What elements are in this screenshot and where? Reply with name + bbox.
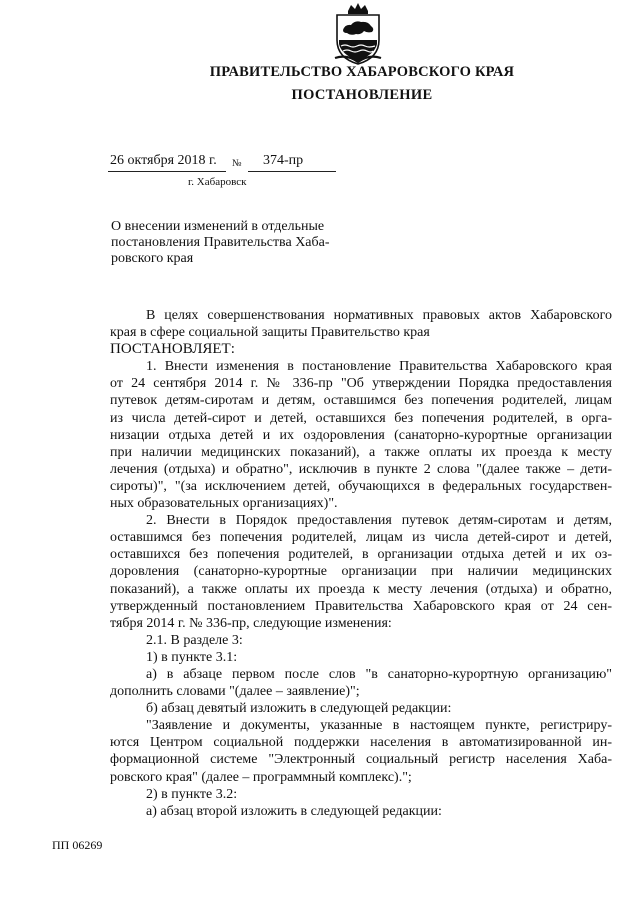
- body-line: утвержденный постановлением Правительства Хабаровского края от 24 сен-: [110, 598, 612, 614]
- body-line: тября 2014 г. № 336-пр, следующие изменения:: [110, 615, 392, 631]
- body-line: от 24 сентября 2014 г. № 336-пр "Об утверждении Порядка предоставления: [110, 376, 612, 392]
- body-line: 2.1. В разделе 3:: [146, 632, 243, 648]
- body-line: низации отдыха детей и их оздоровления (санаторно-курортные организации: [110, 427, 612, 443]
- body-line: "Заявление и документы, указанные в настоящем пункте, регистриру-: [146, 718, 612, 734]
- registry-code: ПП 06269: [52, 838, 103, 852]
- date-underline: [108, 171, 226, 172]
- body-line: В целях совершенствования нормативных правовых актов Хабаровского: [146, 308, 612, 323]
- subject-line: постановления Правительства Хаба-: [111, 235, 330, 250]
- body-line: путевок детям-сиротам и детям, оставшимся без попечения родителей, лицам: [110, 393, 612, 409]
- organization-title: ПРАВИТЕЛЬСТВО ХАБАРОВСКОГО КРАЯ: [209, 64, 515, 80]
- document-type: ПОСТАНОВЛЕНИЕ: [291, 87, 433, 103]
- body-line: 1) в пункте 3.1:: [146, 649, 238, 665]
- body-line: оставшихся без попечения родителей, в организации отдыха детей и их оз-: [110, 547, 612, 563]
- coat-of-arms-icon: [331, 2, 385, 66]
- document-number: 374-пр: [263, 153, 304, 168]
- body-line: 2) в пункте 3.2:: [146, 786, 238, 802]
- body-line: лечения (отдыха) и обратно", исключив в пункте 2 слова "(далее также – дети-: [110, 461, 612, 477]
- document-date: 26 октября 2018 г.: [110, 153, 217, 168]
- subject-line: О внесении изменений в отдельные: [111, 219, 325, 234]
- body-line: оставшимся без попечения родителей, лицам из числа детей-сирот и детей,: [110, 530, 612, 546]
- body-line: ПОСТАНОВЛЯЕТ:: [110, 341, 235, 358]
- body-line: сироты)", "(за исключением детей, обучающихся в федеральных государствен-: [110, 478, 612, 494]
- document-city: г. Хабаровск: [188, 176, 247, 188]
- number-sign: №: [232, 158, 242, 169]
- body-line: показаний), а также оплаты их проезда к месту лечения (отдыха) и обратно,: [110, 581, 612, 597]
- body-line: 2. Внести в Порядок предоставления путевок детям-сиротам и детям,: [146, 513, 612, 529]
- body-line: 1. Внести изменения в постановление Правительства Хабаровского края: [146, 359, 612, 375]
- body-line: из числа детей-сирот и детей, оставшихся без попечения родителей, в орга-: [110, 410, 612, 426]
- body-line: формационной системе "Электронный социальный регистр населения Хаба-: [110, 752, 612, 768]
- body-line: ровского края" (далее – программный комплекс).";: [110, 769, 412, 785]
- body-line: б) абзац девятый изложить в следующей редакции:: [146, 701, 452, 717]
- subject-line: ровского края: [111, 251, 194, 266]
- number-underline: [248, 171, 336, 172]
- body-line: ных образовательных организациях)".: [110, 496, 338, 512]
- document-subject: [111, 219, 330, 267]
- body-line: ются Центром социальной поддержки населения в автоматизированной ин-: [110, 735, 612, 751]
- body-line: доровления (санаторно-курортные организации при наличии медицинских: [110, 564, 612, 580]
- body-line: края в сфере социальной защиты Правительство края: [110, 325, 430, 341]
- body-line: а) в абзаце первом после слов "в санаторно-курортную организацию": [146, 666, 612, 682]
- body-line: дополнить словами "(далее – заявление)";: [110, 684, 360, 700]
- body-line: при наличии медицинских показаний), а также оплаты их проезда к месту: [110, 444, 612, 460]
- body-line: а) абзац второй изложить в следующей редакции:: [146, 803, 442, 819]
- document-body: [110, 307, 612, 820]
